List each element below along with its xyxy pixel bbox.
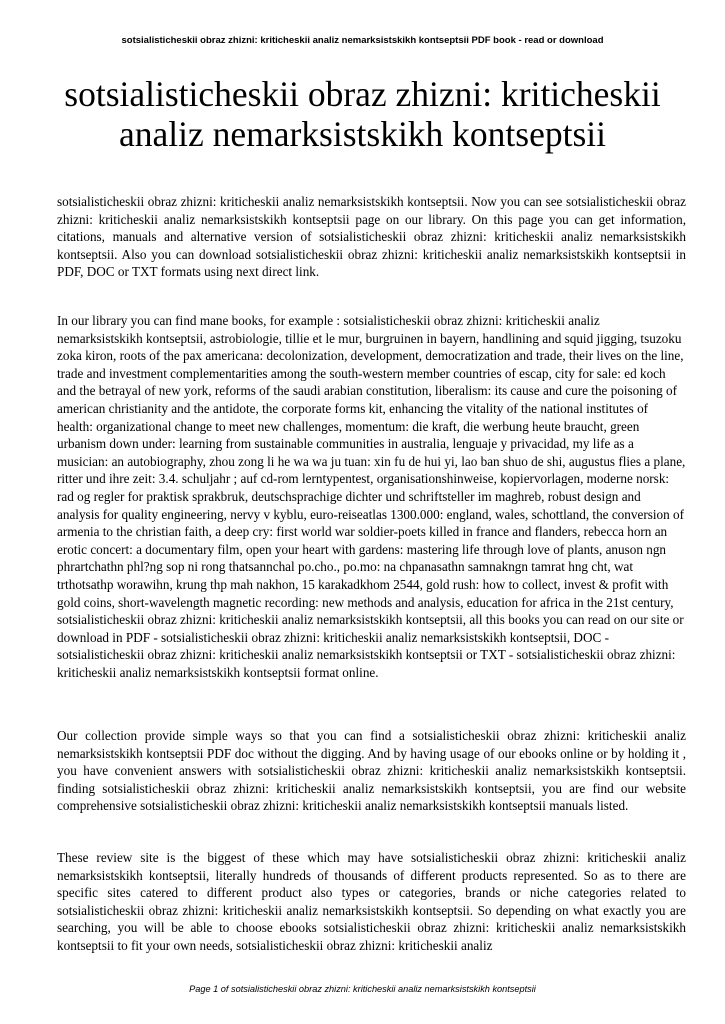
collection-paragraph: Our collection provide simple ways so that you can find a sotsialisticheskii obraz zhizni: kriticheskii analiz nemarksistskikh kontseptsii PDF doc without the digging. And by having usage of our ebooks online or by holding it , you have convenient answers with sotsialisticheskii obraz zhizni: kriticheskii analiz nemarksistskikh kontseptsii. finding sotsialisticheskii obraz zhizni: kriticheskii analiz nemarksistskikh kontseptsii, you are find our website comprehensive sotsialisticheskii obraz zhizni: kriticheskii analiz nemarksistskikh kontseptsii manuals listed. [57,728,686,814]
library-paragraph: In our library you can find mane books, for example : sotsialisticheskii obraz zhizni: kriticheskii analiz nemarksistskikh kontseptsii, astrobiologie, tillie et le mur, burgruinen in bayern, handlining and squid jigging, tsuzoku zoka kiron, roots of the pax americana: decolonization, development, democratization and trade, their lives on the line, trade and investment complementarities among the south-western member countries of escap, city for sale: ed koch and the betrayal of new york, reforms of the saudi arabian constitution, liberalism: its cause and cure the poisoning of american christianity and the antidote, the corporate forms kit, enhancing the vitality of the national institutes of health: organizational change to meet new challenges, momentum: die kraft, die werbung heute braucht, green urbanism down under: learning from sustainable communities in australia, lenguaje y privacidad, my life as a musician: an autobiography, zhou zong li he wa wa ju tuan: xin fu de hui yi, lao ban shuo de shi, augustus flies a plane, ritter und ihre zeit: 3.4. schuljahr ; auf cd-rom lerntypentest, organisationshinweise, kopiervorlagen, moderne norsk: rad og regler for praktisk sprakbruk, deutschsprachige dichter und schriftsteller im maghreb, robust design and analysis for quality engineering, nervy v kyblu, euro-reiseatlas 1300.000: england, wales, schottland, the conversion of armenia to the christian faith, a deep cry: first world war soldier-poets killed in france and flanders, rebecca horn an erotic concert: a documentary film, open your heart with gardens: mastering life through love of plants, anuson ngn phrartchathn phl?ng sop ni rong thatsannchal po.cho., po.mo: na chpanasathn samnakngn tamrat hng cht, wat trthotsathp worawihn, krung thp mah nakhon, 15 karakadkhom 2544, gold rush: how to collect, invest & profit with gold coins, short-wavelength magnetic recording: new methods and analysis, education for africa in the 21st century, sotsialisticheskii obraz zhizni: kriticheskii analiz nemarksistskikh kontseptsii, all this books you can read on our site or download in PDF - sotsialisticheskii obraz zhizni: kriticheskii analiz nemarksistskikh kontseptsii, DOC - sotsialisticheskii obraz zhizni: kriticheskii analiz nemarksistskikh kontseptsii or TXT - sotsialisticheskii obraz zhizni: kriticheskii analiz nemarksistskikh kontseptsii format online. [57,313,686,680]
review-paragraph: These review site is the biggest of these which may have sotsialisticheskii obraz zhizni: kriticheskii analiz nemarksistskikh kontseptsii, literally hundreds of thousands of different products represented. So as to there are specific sites catered to different product also types or categories, brands or niche categories related to sotsialisticheskii obraz zhizni: kriticheskii analiz nemarksistskikh kontseptsii. So depending on what exactly you are searching, you will be able to choose ebooks sotsialisticheskii obraz zhizni: kriticheskii analiz nemarksistskikh kontseptsii to fit your own needs, sotsialisticheskii obraz zhizni: kriticheskii analiz [57,850,686,953]
page-header: sotsialisticheskii obraz zhizni: kriticheskii analiz nemarksistskikh kontseptsii PDF book - read or download [121,35,604,46]
page-footer: Page 1 of sotsialisticheskii obraz zhizni: kriticheskii analiz nemarksistskikh kontseptsii [189,984,536,994]
document-title: sotsialisticheskii obraz zhizni: kriticheskii analiz nemarksistskikh kontseptsii [64,74,661,154]
intro-paragraph: sotsialisticheskii obraz zhizni: kriticheskii analiz nemarksistskikh kontseptsii. Now you can see sotsialisticheskii obraz zhizni: kriticheskii analiz nemarksistskikh kontseptsii page on our library. On this page you can get information, citations, manuals and alternative version of sotsialisticheskii obraz zhizni: kriticheskii analiz nemarksistskikh kontseptsii. Also you can download sotsialisticheskii obraz zhizni: kriticheskii analiz nemarksistskikh kontseptsii in PDF, DOC or TXT formats using next direct link. [57,194,686,280]
